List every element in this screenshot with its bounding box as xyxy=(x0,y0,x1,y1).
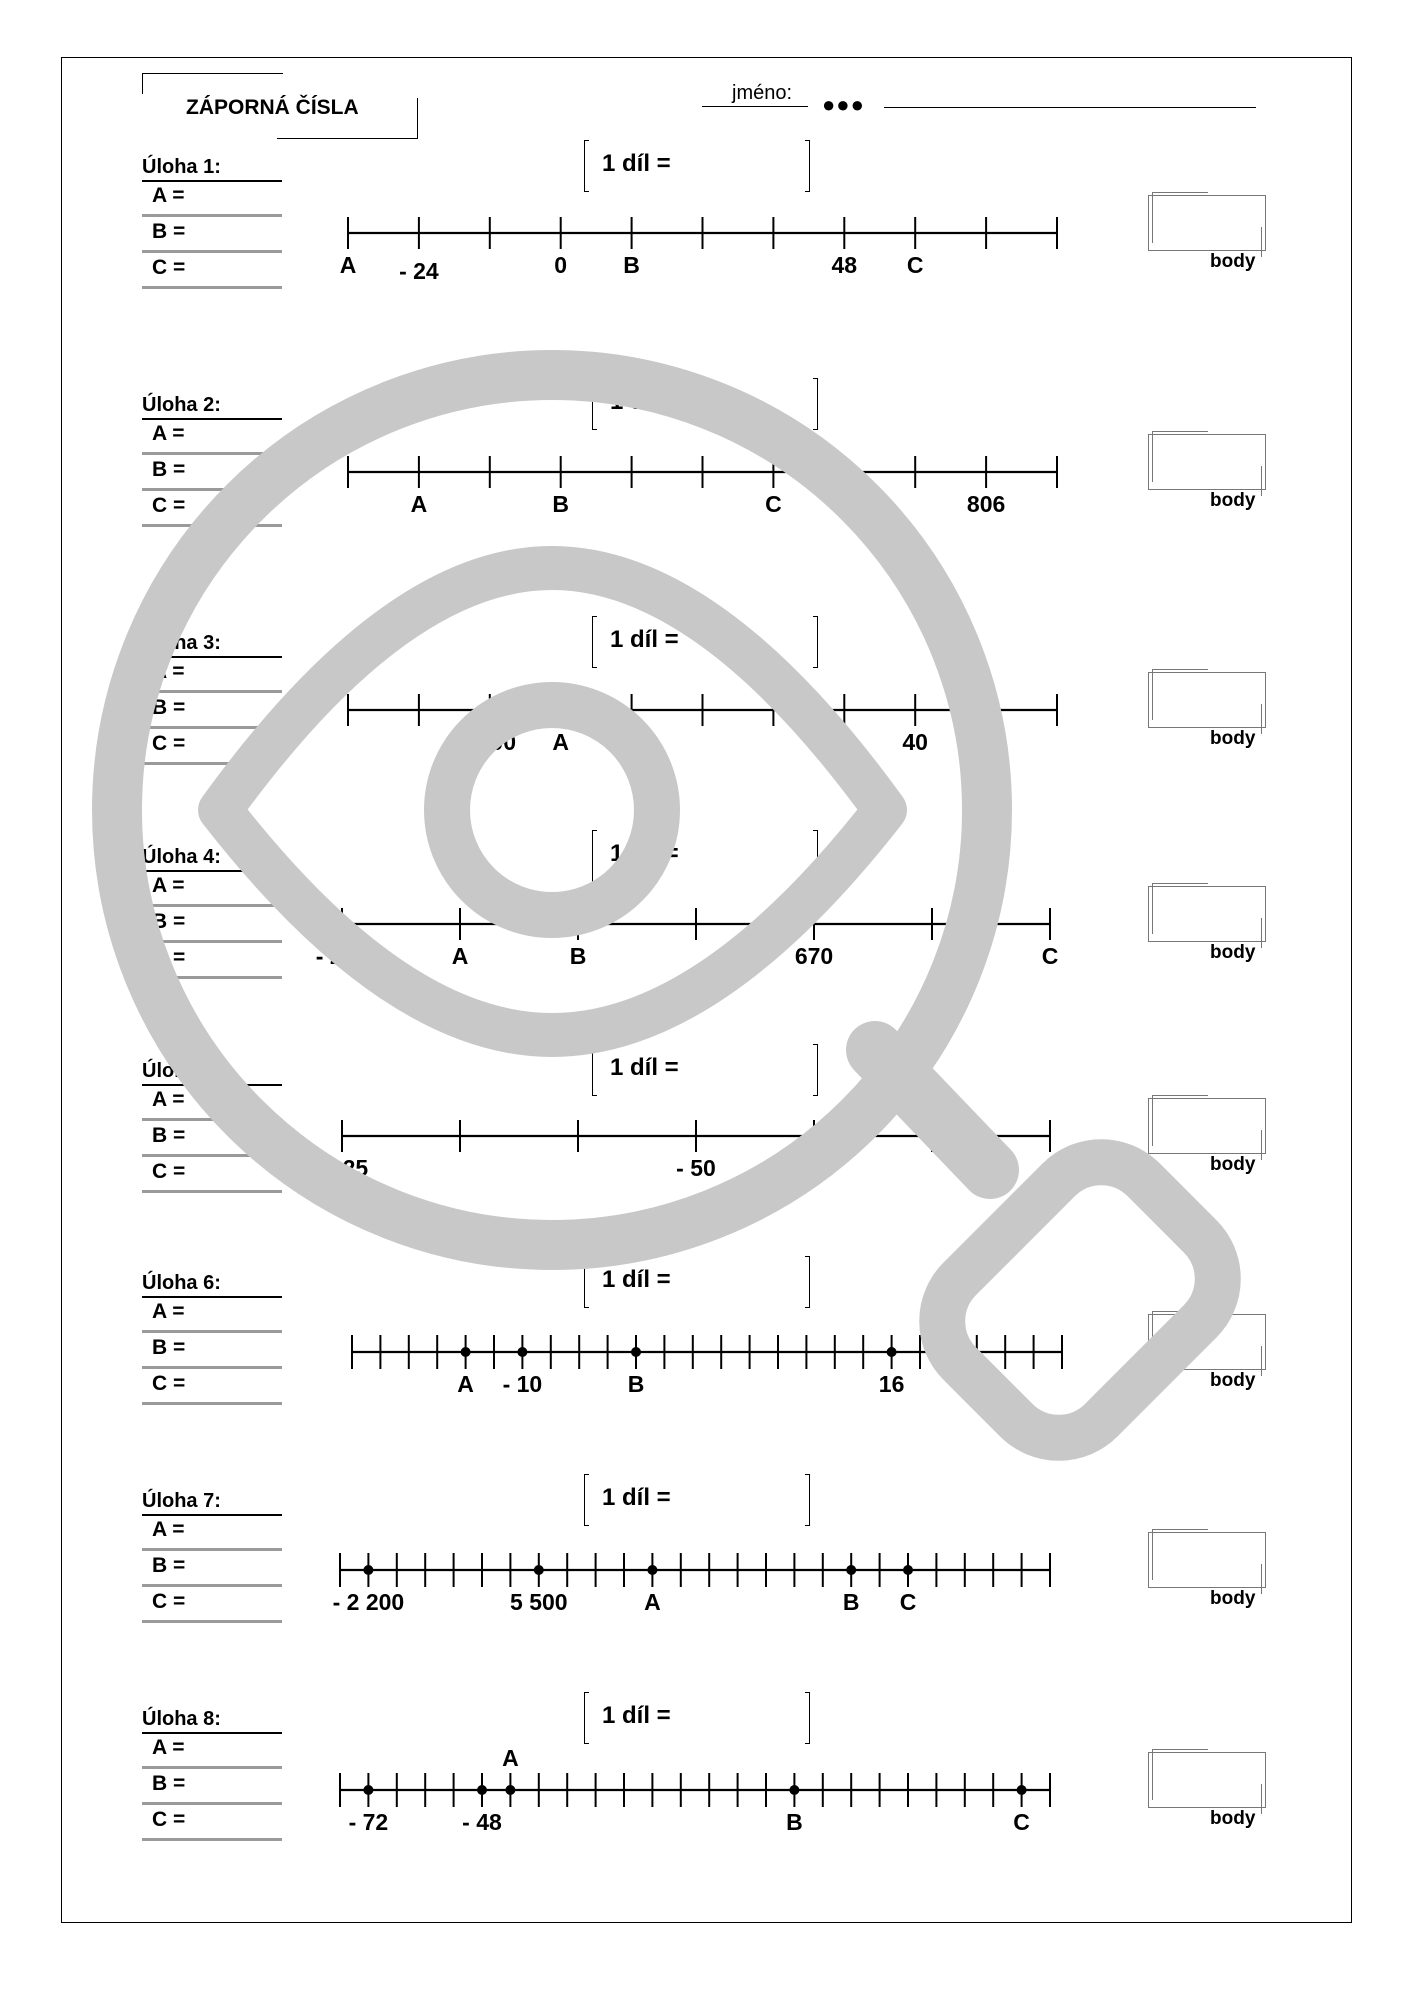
part-size-label: 1 díl = xyxy=(602,1266,671,1293)
tick-label: 0 xyxy=(554,252,568,278)
point-marker xyxy=(846,1565,856,1575)
tick-label: 48 xyxy=(831,252,858,278)
part-size-label: 1 díl = xyxy=(602,150,671,177)
tick-label: - 10 xyxy=(502,1371,543,1397)
tick-label: - 250 xyxy=(315,943,369,969)
answer-label-a: A = xyxy=(152,1736,185,1759)
point-marker xyxy=(789,1785,799,1795)
answer-label-b: B = xyxy=(152,1124,186,1147)
name-dots: ●●● xyxy=(822,92,865,117)
tick-label: - 2 200 xyxy=(332,1589,405,1615)
tick-label: C xyxy=(765,491,782,517)
task-label: Úloha 7: xyxy=(142,1490,221,1512)
tick-label: B xyxy=(569,943,587,969)
tick-label: B xyxy=(842,1589,860,1615)
answer-label-a: A = xyxy=(152,184,185,207)
points-label: body xyxy=(1210,490,1256,511)
tick-label: A xyxy=(451,943,469,969)
answer-label-a: A = xyxy=(152,1300,185,1323)
tick-label: - 72 xyxy=(348,1809,389,1835)
point-marker xyxy=(534,1565,544,1575)
point-marker xyxy=(1017,1785,1027,1795)
answer-label-b: B = xyxy=(152,1336,186,1359)
tick-label: C xyxy=(906,252,924,278)
tick-label: 5 500 xyxy=(510,1589,568,1615)
points-label: body xyxy=(1210,1370,1256,1391)
tick-label: C xyxy=(899,1589,917,1615)
tick-label: 40 xyxy=(902,729,928,755)
tick-label: - 48 xyxy=(462,1809,502,1835)
points-label: body xyxy=(1210,942,1256,963)
task-label: Úloha 5: xyxy=(142,1060,221,1082)
tick-label: 806 xyxy=(966,491,1006,517)
page-title: ZÁPORNÁ ČÍSLA xyxy=(186,96,359,119)
tick-label: - 100 xyxy=(463,729,517,755)
tick-label: - 125 xyxy=(315,1155,369,1181)
answer-label-c: C = xyxy=(152,256,186,279)
tick-label: 16 xyxy=(878,1371,905,1397)
tick-label: C xyxy=(1041,943,1059,969)
tick-label: A xyxy=(552,729,570,755)
part-size-label: 1 díl = xyxy=(610,626,679,653)
answer-label-a: A = xyxy=(152,1088,185,1111)
point-marker xyxy=(505,1785,515,1795)
answer-label-c: C = xyxy=(152,946,186,969)
answer-label-a: A = xyxy=(152,660,185,683)
points-label: body xyxy=(1210,728,1256,749)
task-label: Úloha 2: xyxy=(142,394,221,416)
answer-label-a: A = xyxy=(152,874,185,897)
point-marker xyxy=(477,1785,487,1795)
task-label: Úloha 8: xyxy=(142,1708,221,1730)
tick-label-above: A xyxy=(502,1745,519,1771)
answer-label-c: C = xyxy=(152,1372,186,1395)
points-label: body xyxy=(1210,1588,1256,1609)
point-marker xyxy=(363,1785,373,1795)
part-size-label: 1 díl = xyxy=(602,1484,671,1511)
answer-label-a: A = xyxy=(152,1518,185,1541)
answer-label-c: C = xyxy=(152,1160,186,1183)
answer-label-c: C = xyxy=(152,1590,186,1613)
part-size-label: 1 díl = xyxy=(610,840,679,867)
answer-label-c: C = xyxy=(152,732,186,755)
tick-label: C xyxy=(1013,1809,1030,1835)
answer-label-b: B = xyxy=(152,1772,186,1795)
task-label: Úloha 4: xyxy=(142,846,221,868)
name-label: jméno: xyxy=(732,82,793,104)
part-size-label: 1 díl = xyxy=(610,388,679,415)
task-label: Úloha 3: xyxy=(142,632,221,654)
points-label: body xyxy=(1210,251,1256,272)
answer-label-b: B = xyxy=(152,696,186,719)
tick-label: A xyxy=(339,252,357,278)
point-marker xyxy=(461,1347,471,1357)
answer-label-c: C = xyxy=(152,1808,186,1831)
answer-label-b: B = xyxy=(152,458,186,481)
tick-label: B xyxy=(786,1809,803,1835)
answer-label-b: B = xyxy=(152,910,186,933)
point-marker xyxy=(887,1347,897,1357)
tick-label: - 50 xyxy=(676,1155,716,1181)
tick-label: A xyxy=(457,1371,474,1397)
answer-label-a: A = xyxy=(152,422,185,445)
answer-label-c: C = xyxy=(152,494,186,517)
tick-label: A xyxy=(644,1589,661,1615)
tick-label: A xyxy=(410,491,428,517)
answer-label-b: B = xyxy=(152,220,186,243)
point-marker xyxy=(517,1347,527,1357)
tick-label: B xyxy=(552,491,570,517)
task-label: Úloha 6: xyxy=(142,1272,221,1294)
points-label: body xyxy=(1210,1808,1256,1829)
tick-label: - 24 xyxy=(399,258,439,284)
point-marker xyxy=(631,1347,641,1357)
part-size-label: 1 díl = xyxy=(602,1702,671,1729)
part-size-label: 1 díl = xyxy=(610,1054,679,1081)
task-label: Úloha 1: xyxy=(142,156,221,178)
points-label: body xyxy=(1210,1154,1256,1175)
tick-label: B xyxy=(627,1371,645,1397)
answer-label-b: B = xyxy=(152,1554,186,1577)
point-marker xyxy=(363,1565,373,1575)
tick-label: 670 xyxy=(794,943,834,969)
point-marker xyxy=(647,1565,657,1575)
point-marker xyxy=(903,1565,913,1575)
tick-label: B xyxy=(623,252,640,278)
